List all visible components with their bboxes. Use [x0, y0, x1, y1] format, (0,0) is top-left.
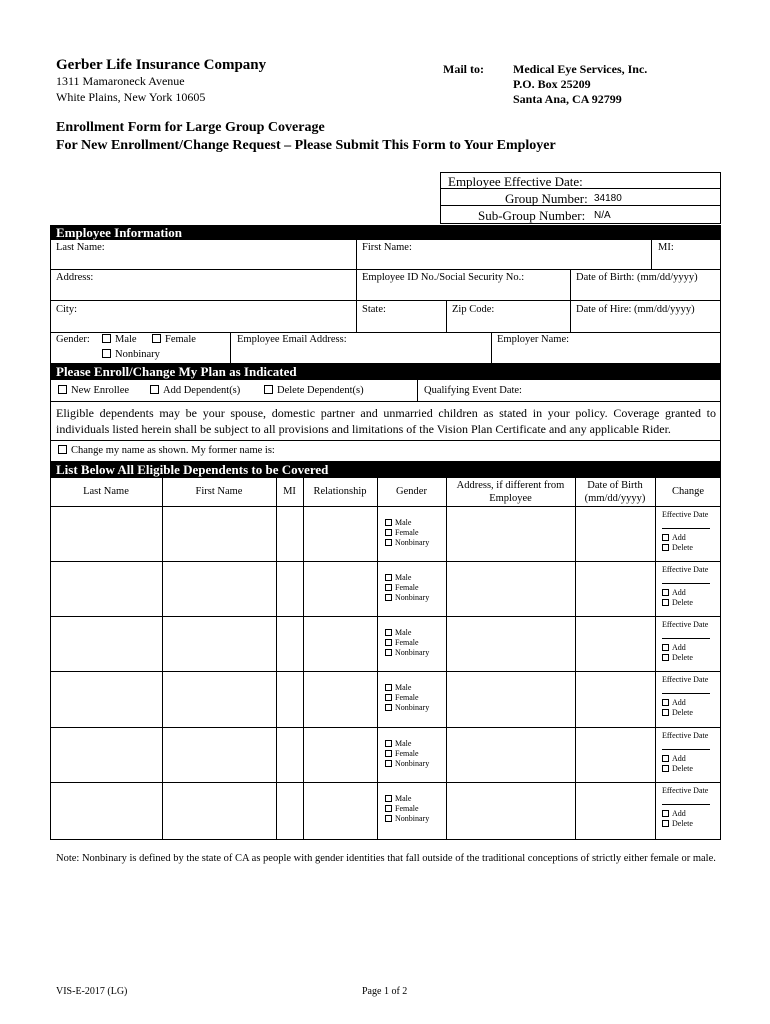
dependent-add-checkbox[interactable]: [662, 810, 669, 817]
effective-date-line[interactable]: [662, 804, 710, 805]
effective-date-label: Effective Date: [662, 510, 709, 519]
col-change: Change: [671, 486, 705, 497]
mi-label: MI:: [658, 242, 674, 253]
dependent-add-option[interactable]: Add: [662, 809, 710, 819]
city-label: City:: [56, 304, 78, 315]
col-last-name: Last Name: [83, 486, 129, 497]
dependent-female-checkbox[interactable]: [385, 694, 392, 701]
dependent-delete-checkbox[interactable]: [662, 654, 669, 661]
effective-date-label: Effective Date: [662, 620, 709, 629]
state-label: State:: [362, 304, 386, 315]
dependent-change-options: [662, 565, 710, 608]
company-address-line2: White Plains, New York 10605: [56, 90, 206, 104]
hire-date-label: Date of Hire: (mm/dd/yyyy): [576, 304, 695, 315]
group-number-value[interactable]: 34180: [594, 193, 622, 204]
dependent-male-checkbox[interactable]: [385, 629, 392, 636]
dob-label: Date of Birth: (mm/dd/yyyy): [576, 272, 698, 283]
dependent-add-checkbox[interactable]: [662, 699, 669, 706]
nonbinary-note: Note: Nonbinary is defined by the state of CA as people with gender identities that fall outside of the traditional conceptions of strictly either female or male.: [56, 853, 716, 864]
gender-male-option[interactable]: Male: [102, 334, 137, 345]
form-subtitle: For New Enrollment/Change Request – Please Submit This Form to Your Employer: [56, 138, 556, 153]
male-checkbox[interactable]: [102, 334, 111, 343]
dependent-add-option[interactable]: Add: [662, 643, 710, 653]
gender-label: Gender:: [56, 334, 90, 345]
dependent-delete-option[interactable]: Delete: [662, 819, 710, 829]
dependent-gender-options: [385, 683, 429, 713]
dependent-delete-checkbox[interactable]: [662, 599, 669, 606]
dependent-male-checkbox[interactable]: [385, 574, 392, 581]
effective-date-label: Effective Date: [662, 731, 709, 740]
add-dependents-option[interactable]: Add Dependent(s): [150, 385, 240, 396]
dependent-female-option[interactable]: Female: [385, 638, 429, 648]
dependent-delete-checkbox[interactable]: [662, 544, 669, 551]
dependent-change-options: [662, 786, 710, 829]
col-mi: MI: [283, 486, 296, 497]
female-checkbox[interactable]: [152, 334, 161, 343]
dependent-delete-option[interactable]: Delete: [662, 653, 710, 663]
employee-effective-date-label: Employee Effective Date:: [448, 174, 583, 189]
effective-date-line[interactable]: [662, 749, 710, 750]
dependent-female-option[interactable]: Female: [385, 528, 429, 538]
mail-city: Santa Ana, CA 92799: [513, 92, 622, 106]
qualifying-event-label: Qualifying Event Date:: [424, 385, 522, 396]
dependent-female-checkbox[interactable]: [385, 584, 392, 591]
dependent-female-checkbox[interactable]: [385, 639, 392, 646]
nonbinary-checkbox[interactable]: [102, 349, 111, 358]
dependent-female-option[interactable]: Female: [385, 693, 429, 703]
dependent-nonbinary-option[interactable]: Nonbinary: [385, 648, 429, 658]
last-name-label: Last Name:: [56, 242, 105, 253]
dependent-delete-option[interactable]: Delete: [662, 543, 710, 553]
col-gender: Gender: [396, 486, 427, 497]
dependent-gender-options: [385, 628, 429, 658]
dependent-delete-option[interactable]: Delete: [662, 598, 710, 608]
dependent-male-checkbox[interactable]: [385, 684, 392, 691]
dependent-add-option[interactable]: Add: [662, 754, 710, 764]
dependent-female-checkbox[interactable]: [385, 805, 392, 812]
dependent-change-options: [662, 620, 710, 663]
dependent-gender-options: [385, 739, 429, 769]
dependent-add-checkbox[interactable]: [662, 644, 669, 651]
company-address-line1: 1311 Mamaroneck Avenue: [56, 74, 185, 88]
dependent-nonbinary-option[interactable]: Nonbinary: [385, 703, 429, 713]
dependent-change-options: [662, 510, 710, 553]
dependent-add-checkbox[interactable]: [662, 589, 669, 596]
change-name-checkbox[interactable]: [58, 445, 67, 454]
dependent-delete-option[interactable]: Delete: [662, 708, 710, 718]
dependent-nonbinary-option[interactable]: Nonbinary: [385, 538, 429, 548]
dependent-male-option[interactable]: Male: [385, 518, 429, 528]
email-label: Employee Email Address:: [237, 334, 347, 345]
dependent-gender-options: [385, 518, 429, 548]
page-number: Page 1 of 2: [362, 986, 408, 997]
dependent-male-checkbox[interactable]: [385, 519, 392, 526]
new-enrollee-checkbox[interactable]: [58, 385, 67, 394]
dependent-female-option[interactable]: Female: [385, 749, 429, 759]
dependent-female-option[interactable]: Female: [385, 804, 429, 814]
new-enrollee-option[interactable]: New Enrollee: [58, 385, 129, 396]
dependent-female-checkbox[interactable]: [385, 529, 392, 536]
dependent-male-option[interactable]: Male: [385, 739, 429, 749]
dependent-female-option[interactable]: Female: [385, 583, 429, 593]
add-dependents-checkbox[interactable]: [150, 385, 159, 394]
col-address: Address, if different from Employee: [456, 480, 565, 504]
effective-date-label: Effective Date: [662, 675, 709, 684]
dependent-male-option[interactable]: Male: [385, 573, 429, 583]
mail-po-box: P.O. Box 25209: [513, 77, 591, 91]
dependent-male-option[interactable]: Male: [385, 683, 429, 693]
dependent-male-option[interactable]: Male: [385, 628, 429, 638]
dependent-nonbinary-option[interactable]: Nonbinary: [385, 593, 429, 603]
enroll-change-header: Please Enroll/Change My Plan as Indicated: [50, 364, 721, 380]
dependent-gender-options: [385, 573, 429, 603]
form-title: Enrollment Form for Large Group Coverage: [56, 120, 325, 135]
gender-female-option[interactable]: Female: [152, 334, 196, 345]
group-number-label: Group Number:: [505, 191, 588, 206]
dependent-female-checkbox[interactable]: [385, 750, 392, 757]
eligibility-text: Eligible dependents may be your spouse, domestic partner and unmarried children as stated in your policy. Coverage granted to individuals listed herein shall be subject to all provisions and limitations of the Vision Plan Certificate and any applicable Rider.: [56, 406, 716, 436]
effective-date-label: Effective Date: [662, 786, 709, 795]
dependent-add-checkbox[interactable]: [662, 534, 669, 541]
form-code: VIS-E-2017 (LG): [56, 986, 128, 997]
dependent-nonbinary-checkbox[interactable]: [385, 704, 392, 711]
dependent-nonbinary-option[interactable]: Nonbinary: [385, 814, 429, 824]
dependent-add-checkbox[interactable]: [662, 755, 669, 762]
dependent-delete-checkbox[interactable]: [662, 709, 669, 716]
dependent-delete-option[interactable]: Delete: [662, 764, 710, 774]
dependent-delete-checkbox[interactable]: [662, 820, 669, 827]
dependent-nonbinary-checkbox[interactable]: [385, 539, 392, 546]
zip-label: Zip Code:: [452, 304, 495, 315]
dependent-nonbinary-checkbox[interactable]: [385, 815, 392, 822]
dependent-nonbinary-checkbox[interactable]: [385, 760, 392, 767]
col-date-of-birth: Date of Birth (mm/dd/yyyy): [584, 480, 646, 504]
effective-date-line[interactable]: [662, 528, 710, 529]
dependent-delete-checkbox[interactable]: [662, 765, 669, 772]
company-name: Gerber Life Insurance Company: [56, 57, 267, 73]
col-relationship: Relationship: [313, 486, 367, 497]
subgroup-number-value[interactable]: N/A: [594, 210, 611, 221]
change-name-option[interactable]: Change my name as shown. My former name is:: [58, 445, 275, 456]
dependent-add-option[interactable]: Add: [662, 698, 710, 708]
effective-date-line[interactable]: [662, 583, 710, 584]
subgroup-number-label: Sub-Group Number:: [478, 208, 586, 223]
delete-dependents-option[interactable]: Delete Dependent(s): [264, 385, 364, 396]
dependent-change-options: [662, 675, 710, 718]
address-label: Address:: [56, 272, 94, 283]
dependent-nonbinary-option[interactable]: Nonbinary: [385, 759, 429, 769]
dependent-add-option[interactable]: Add: [662, 588, 710, 598]
employee-info-grid: [50, 240, 721, 364]
employee-id-label: Employee ID No./Social Security No.:: [362, 272, 525, 283]
dependent-male-checkbox[interactable]: [385, 740, 392, 747]
employer-name-label: Employer Name:: [497, 334, 570, 345]
delete-dependents-checkbox[interactable]: [264, 385, 273, 394]
dependent-change-options: [662, 731, 710, 774]
effective-date-label: Effective Date: [662, 565, 709, 574]
mail-to-label: Mail to:: [443, 62, 484, 76]
effective-date-line[interactable]: [662, 693, 710, 694]
dependent-nonbinary-checkbox[interactable]: [385, 594, 392, 601]
dependent-male-option[interactable]: Male: [385, 794, 429, 804]
mail-name: Medical Eye Services, Inc.: [513, 62, 648, 76]
first-name-label: First Name:: [362, 242, 412, 253]
dependent-gender-options: [385, 794, 429, 824]
gender-nonbinary-option[interactable]: Nonbinary: [102, 349, 160, 360]
dependent-male-checkbox[interactable]: [385, 795, 392, 802]
effective-date-line[interactable]: [662, 638, 710, 639]
dependent-nonbinary-checkbox[interactable]: [385, 649, 392, 656]
dependent-add-option[interactable]: Add: [662, 533, 710, 543]
dependents-header: List Below All Eligible Dependents to be Covered: [50, 462, 721, 478]
col-first-name: First Name: [195, 486, 243, 497]
employee-info-header: Employee Information: [50, 225, 721, 240]
